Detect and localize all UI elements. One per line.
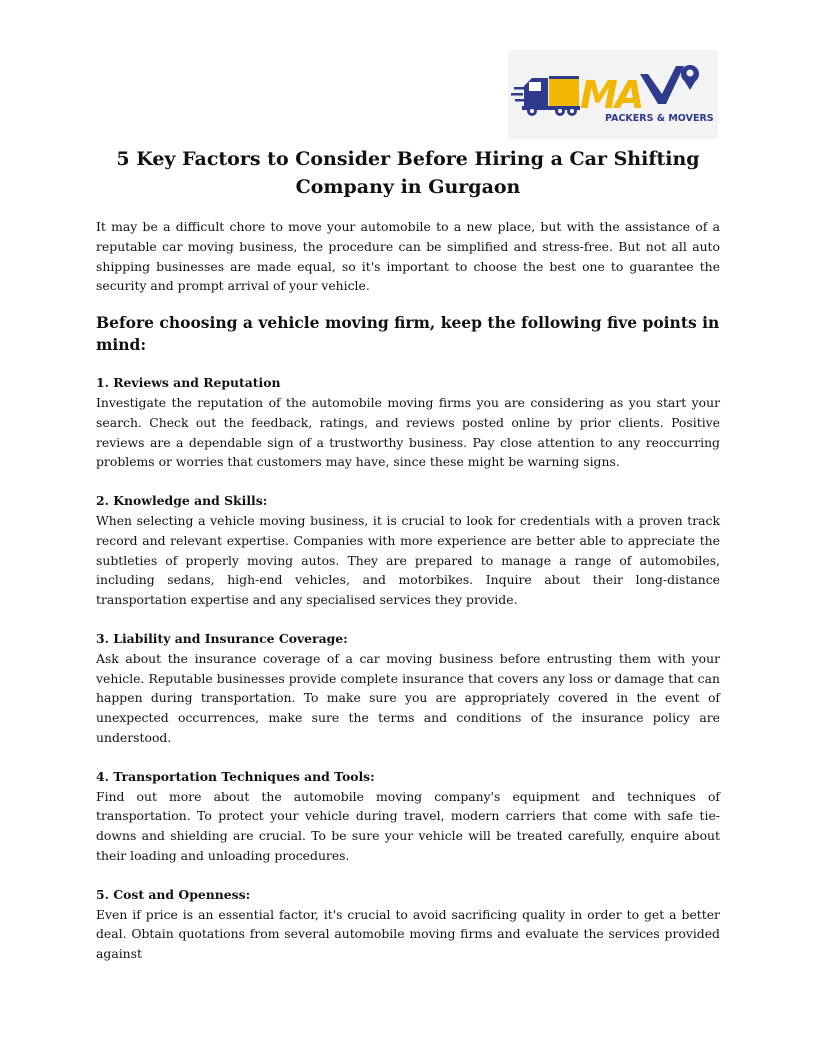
logo-tagline: PACKERS & MOVERS — [605, 113, 714, 124]
section-body: Find out more about the automobile moving company's equipment and techniques of transportation. To protect your vehicle during travel, modern carriers that come with safe tie-downs and shielding are crucial. To be sure your vehicle will be treated carefully, enquire about their loading and unloading procedures. — [96, 788, 720, 863]
section-reviews-reputation — [96, 373, 720, 472]
intro-paragraph: It may be a difficult chore to move your automobile to a new place, but with the assistance of a reputable car moving business, the procedure can be simplified and stress-free. But not all auto shipping businesses are made equal, so it's important to choose the best one to guarantee the security and prompt arrival of your vehicle. — [96, 219, 720, 294]
subheading: Before choosing a vehicle moving firm, keep the following five points in mind: — [96, 313, 720, 355]
section-title: 1. Reviews and Reputation — [96, 375, 281, 391]
section-title: 3. Liability and Insurance Coverage: — [96, 630, 348, 646]
svg-text:A: A — [615, 73, 645, 117]
company-logo — [508, 50, 718, 139]
section-knowledge-skills — [96, 491, 720, 610]
section-body: Investigate the reputation of the automobile moving firms you are considering as you start your search. Check out the feedback, ratings, and reviews posted online by prior clients. Positive reviews are a dependable sign of a trustworthy business. Pay close attention to any reoccurring problems or worries that customers may have, since these might be warning signs. — [96, 394, 720, 470]
section-body: When selecting a vehicle moving business, it is crucial to look for credentials with a proven track record and relevant expertise. Companies with more experience are better able to appreciate the subtleties of properly moving autos. They are prepared to manage a range of automobiles, including sedans, high-end vehicles, and motorbikes. Inquire about their long-distance transportation expertise and any specialised services they provide. — [96, 512, 720, 608]
document-page — [96, 145, 720, 983]
section-title: 2. Knowledge and Skills: — [96, 493, 268, 509]
section-body: Even if price is an essential factor, it's crucial to avoid sacrificing quality in order to get a better deal. Obtain quotations from several automobile moving firms and evaluate the services provided against — [96, 906, 720, 962]
section-body: Ask about the insurance coverage of a car moving business before entrusting them with your vehicle. Reputable businesses provide complete insurance that covers any loss or damage that can happen during transportation. To make sure you are appropriately covered in the event of unexpected occurrences, make sure the terms and conditions of the insurance policy are understood. — [96, 650, 720, 745]
section-title: 5. Cost and Openness: — [96, 886, 251, 902]
section-cost-openness — [96, 885, 720, 964]
truck-logo-icon — [508, 50, 718, 139]
section-liability-insurance — [96, 629, 720, 748]
svg-text:M: M — [580, 73, 618, 117]
document-title: 5 Key Factors to Consider Before Hiring a Car Shifting Company in Gurgaon — [116, 148, 700, 198]
section-title: 4. Transportation Techniques and Tools: — [96, 768, 375, 784]
section-transportation-techniques — [96, 767, 720, 866]
